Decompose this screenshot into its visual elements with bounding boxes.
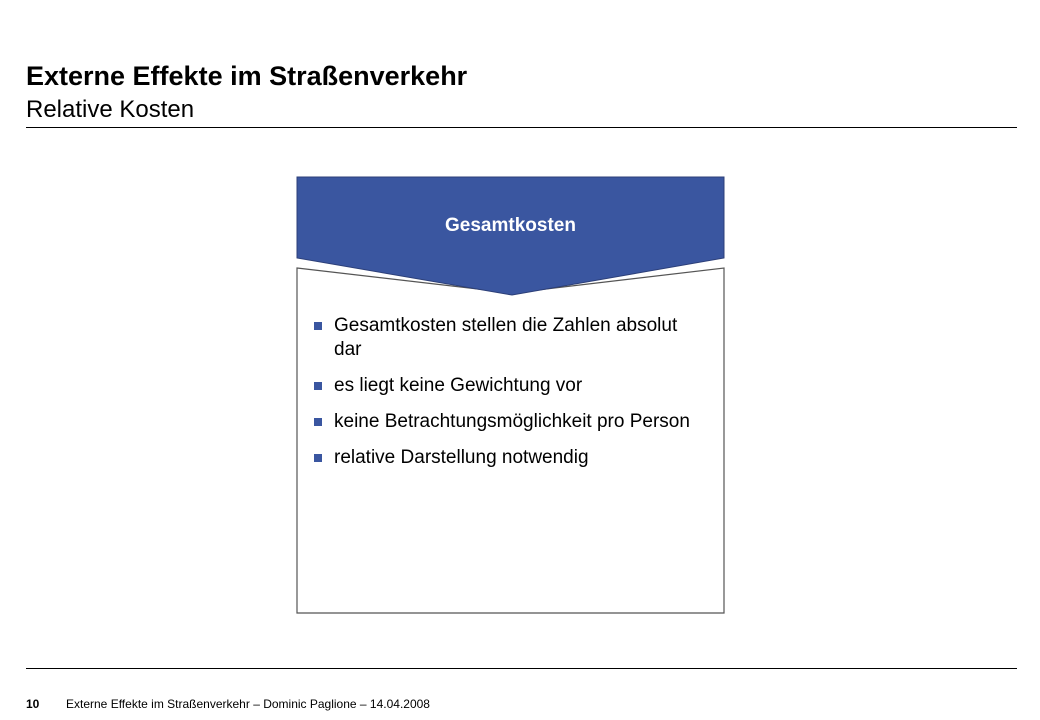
bullet-text: keine Betrachtungsmöglichkeit pro Person xyxy=(334,411,690,432)
square-bullet-icon xyxy=(314,418,322,426)
cost-diagram xyxy=(290,170,735,620)
square-bullet-icon xyxy=(314,382,322,390)
bullet-text: Gesamtkosten stellen die Zahlen absolut dar xyxy=(334,315,678,360)
bullet-text: es liegt keine Gewichtung vor xyxy=(334,375,583,396)
square-bullet-icon xyxy=(314,454,322,462)
square-bullet-icon xyxy=(314,322,322,330)
footer-divider xyxy=(26,668,1017,669)
header-label: Gesamtkosten xyxy=(445,215,576,236)
footer-text: Externe Effekte im Straßenverkehr – Dominic Paglione – 14.04.2008 xyxy=(66,697,430,711)
list-item xyxy=(314,314,709,362)
list-item xyxy=(314,410,709,434)
bullet-text: relative Darstellung notwendig xyxy=(334,447,589,468)
bullet-list xyxy=(314,314,709,482)
slide-title: Externe Effekte im Straßenverkehr xyxy=(26,61,468,91)
slide-subtitle: Relative Kosten xyxy=(26,96,195,123)
list-item xyxy=(314,374,709,398)
list-item xyxy=(314,446,709,470)
header-divider xyxy=(26,127,1017,128)
page-number: 10 xyxy=(26,697,40,711)
